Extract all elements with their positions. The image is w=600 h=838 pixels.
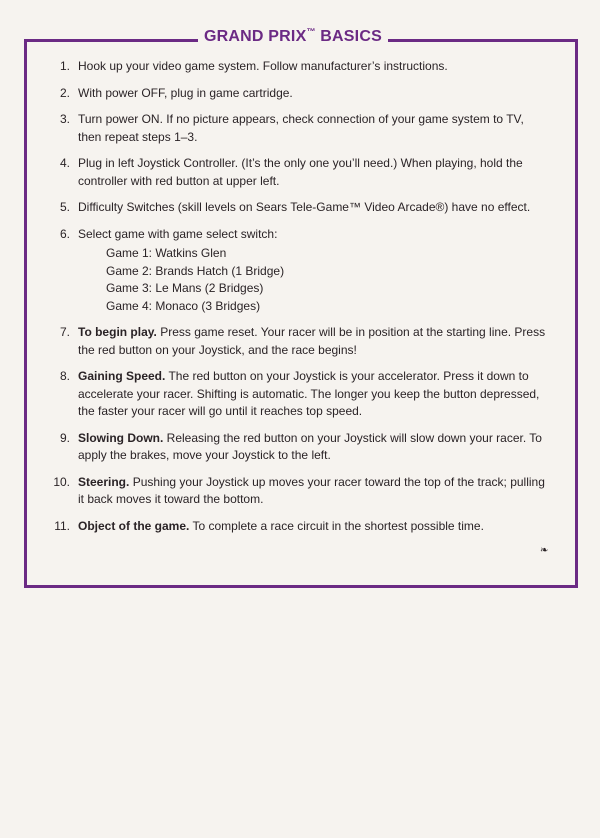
game-list xyxy=(78,245,550,315)
steps-list xyxy=(50,58,550,535)
game-item: Game 2: Brands Hatch (1 Bridge) xyxy=(106,263,285,278)
game-item: Game 3: Le Mans (2 Bridges) xyxy=(106,281,264,295)
game-item: Game 4: Monaco (3 Bridges) xyxy=(106,298,261,313)
game-item: Game 1: Watkins Glen xyxy=(106,246,227,260)
step-1: 1. Hook up your video game system. Follow manufacturer’s instructions. xyxy=(59,59,448,73)
step-4: 4. Plug in left Joystick Controller. (It’s the only one you’ll need.) When playing, hold the controller with red button at upper left. xyxy=(59,156,523,188)
step-8: 8. Gaining Speed. The red button on your Joystick is your accelerator. Press it down to accelerate your racer. Shifting is automatic. The longer you keep the button depressed, the faster your racer will go until it reaches top speed. xyxy=(59,369,540,418)
title-banner xyxy=(198,27,388,46)
step-2: 2. With power OFF, plug in game cartridge. xyxy=(59,85,293,100)
step-3: 3. Turn power ON. If no picture appears, check connection of your game system to TV, then repeat steps 1–3. xyxy=(59,112,524,144)
step-9: 9. Slowing Down. Releasing the red button on your Joystick will slow down your racer. To apply the brakes, move your Joystick to the left. xyxy=(59,430,542,462)
page-title: GRAND PRIX™ BASICS xyxy=(204,27,382,46)
bug-icon: ❧ xyxy=(540,545,549,556)
step-11: 11. Object of the game. To complete a race circuit in the shortest possible time. xyxy=(54,518,484,533)
step-6: 6. Select game with game select switch: Game 1: Watkins Glen Game 2: Brands Hatch (1 Bridge) Game 3: Le Mans (2 Bridges) Game 4: Monaco (3 Bridges) xyxy=(50,226,550,316)
step-5: 5. Difficulty Switches (skill levels on Sears Tele-Game™ Video Arcade®) have no effect. xyxy=(59,200,531,214)
step-10: 10. Steering. Pushing your Joystick up moves your racer toward the top of the track; pulling it back moves it toward the bottom. xyxy=(53,474,545,506)
step-7: 7. To begin play. Press game reset. Your racer will be in position at the starting line. Press the red button on your Joystick, and the race begins! xyxy=(59,325,546,357)
